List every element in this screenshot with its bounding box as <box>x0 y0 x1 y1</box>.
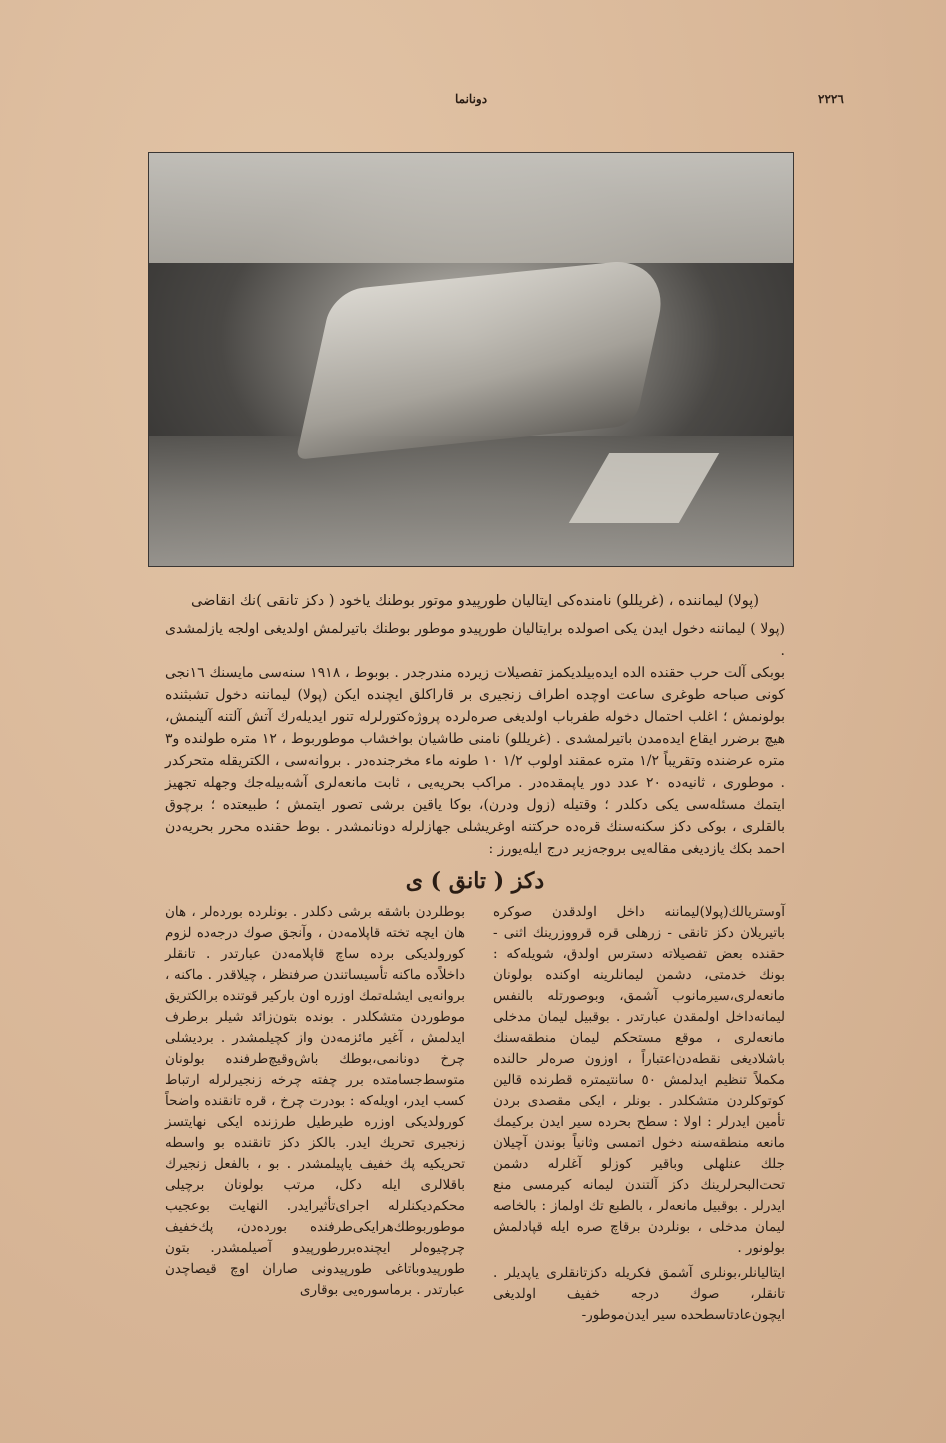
intro-paragraph: بوبکی آلت حرب حقنده الده ایده‌بیلدیکمز تفصیلات زیرده مندرجدر . بوبوط ، ١٩١٨ سنه‌سی مایسنك ١٦نجی کونی صباحه طوغری ساعت اوچده اطراف زنجیری بر قاراکلق ایچنده ایکن (پولا) لیماننه دخول تشبثنده بولونمش ؛ اغلب احتمال دخوله طفرباب اولدیغی صره‌لرده پروژه‌کتورلرله تنور ایدیله‌رك آتش آلتنه آلینمش، هیچ برضرر ایقاع ایده‌مدن باتیرلمشدی . (غریللو) نامنی طاشیان بواخشاب موطوربوط ، ١٢ متره طولنده و٣ متره عرضنده وتقریباً ١/٢ متره عمقند اولوب ١/٢ ١٠ طونه ماء مخرجنده‌در . بروانه‌سی ، الکتریقله متحرکدر . موطوری ، ثانیه‌ده ٢٠ عدد دور یاپمقده‌در . مراکب بحریه‌یی ، ثابت مانعه‌لری آشه‌بیله‌جك وجهله تجهیز ایتمك مسئله‌سی یکی دکلدر ؛ وقتیله (زول ودرن)، بوکا یاقین برشی تصور ایتمش ؛ طبیعتده ؛ برچوق بالقلری ، بوکی دکز سکنه‌سنك قره‌ده حرکتنه اوغریشلی جهازلرله دونانمشدر . بوط حقنده محرر بحریه‌دن احمد بکك یازدیغی مقاله‌یی بروجه‌زیر درج ایله‌یورز : <box>165 665 786 857</box>
two-column-text <box>165 902 785 1330</box>
column-left <box>165 902 465 1330</box>
article-body <box>165 0 785 1350</box>
intro-text <box>165 618 785 860</box>
running-title: دونانما <box>455 92 488 106</box>
photo-caption: (پولا) لیماننده ، (غریللو) نامنده‌کی ایتالیان طورپیدو موتور بوطنك یاخود ( دکز تانقی )نك انقاضی <box>191 593 759 609</box>
paragraph: آوستریالك(پولا)لیماننه داخل اولدقدن صوکره باتیریلان دکز تانقی - زرهلی قره قرووزرینك اثنی - حقنده بعض تفصیلاته دسترس اولدق، شویله‌که : بونك خدمتی، دشمن لیمانلرینه اوکنده بولونان مانعه‌لری،سیرمانوب آشمق، وبوصورتله بالنفس لیمانه‌داخل اولمقدن عبارتدر . بوقبیل لیمان مدخلی مانعه‌لری ، موقع مستحکم لیمان منطقه‌سنك باشلادیغی نقطه‌دن‌اعتباراً ، اوزون صرەلر حالنده مکملاً تنظیم ایدلمش ٥٠ سانتیمتره قطرنده قالین کوتوکلردن متشکلدر . بونلر ، ایکی مقصدی بردن تأمین ایدرلر : اولا : سطح بحرده سیر ایدن برکیمك مانعه منطقه‌سنه دخول اتمسی وثانیاً بوندن آچیلان جلك عنلهلی وباقیر کوزلو آغلرله دشمن تحت‌البحرلرینك دکز آلتندن لیمانه کیرمسی منع ایدرلر . بوقبیل مانعه‌لر ، بالطبع تك اولماز : بالخاصه لیمان مدخلی ، بونلردن برقاچ صره ایله قپادلمش بولونور . <box>493 904 785 1256</box>
column-right <box>493 902 785 1330</box>
paragraph: بوطلردن باشقه برشی دکلدر . بونلرده بورده‌لر ، هان هان ایچه تخته قاپلامه‌دن ، وآنجق صوك درجه‌ده لزوم کورولدیکی برده ساچ قاپلامه‌دن عبارتدر . تانقلر داخلاً‌ده ماکنه تأسیساتندن صرفنظر ، چیلاقدر . ماکنه ، بروانه‌یی ایشله‌تمك اوزره اون بارکیر قوتنده برالکتریق موطوردن متشکلدر . بونده بتون‌زائد شیلر برطرف ایدلمش ، آغیر مائزمه‌دن واز کچیلمشدر . بردیشلی چرخ دونانمی،بوطك باش‌وقیچ‌طرفنده بولونان متوسط‌جسامتده برر چفته چرخه زنجیرلرله ارتباط کسب ایدر، اویله‌که : بودرت چرخ ، قره تانقنده واضحاً کورولدیکی اوزره طیرطیل طرزنده ایکی نهایتسز زنجیری تحریك ایدر. بالکز دکز تانقنده بو واسطه تحریکیه پك خفیف یاپیلمشدر . بو ، بالفعل زنجیرك باقلالری ایله دکل، مرتب بولونان برچیلی محکم‌دیکنلرله اجرای‌تأثیرایدر. النهایت بوعجیب موطوربوطك‌هرایکی‌طرفنده بورده‌دن، پك‌خفیف چرچیوه‌لر ایچنده‌بررطورپیدو آصیلمشدر. بتون طورپیدوباتاغی طورپیدونی صاران اوچ قیصاچدن عبارتدر . برماسوره‌یی بوقاری <box>165 904 465 1298</box>
intro-paragraph: (پولا ) لیماننه دخول ایدن یکی اصولده برایتالیان طورپیدو موطور بوطنك باتیرلمش اولدیغی اولجه یازلمشدی . <box>165 621 785 659</box>
paragraph: ایتالیانلر،بونلری آشمق فکریله دکزتانقلری یاپدیلر . تانقلر، صوك درجه خفیف اولدیغی ایچون‌عادتاسطحده سیر ایدن‌موطور- <box>493 1265 785 1323</box>
page-number: ٢٢٢٦ <box>818 92 844 106</box>
section-heading: دکز ( تانق ) ی <box>405 868 545 894</box>
